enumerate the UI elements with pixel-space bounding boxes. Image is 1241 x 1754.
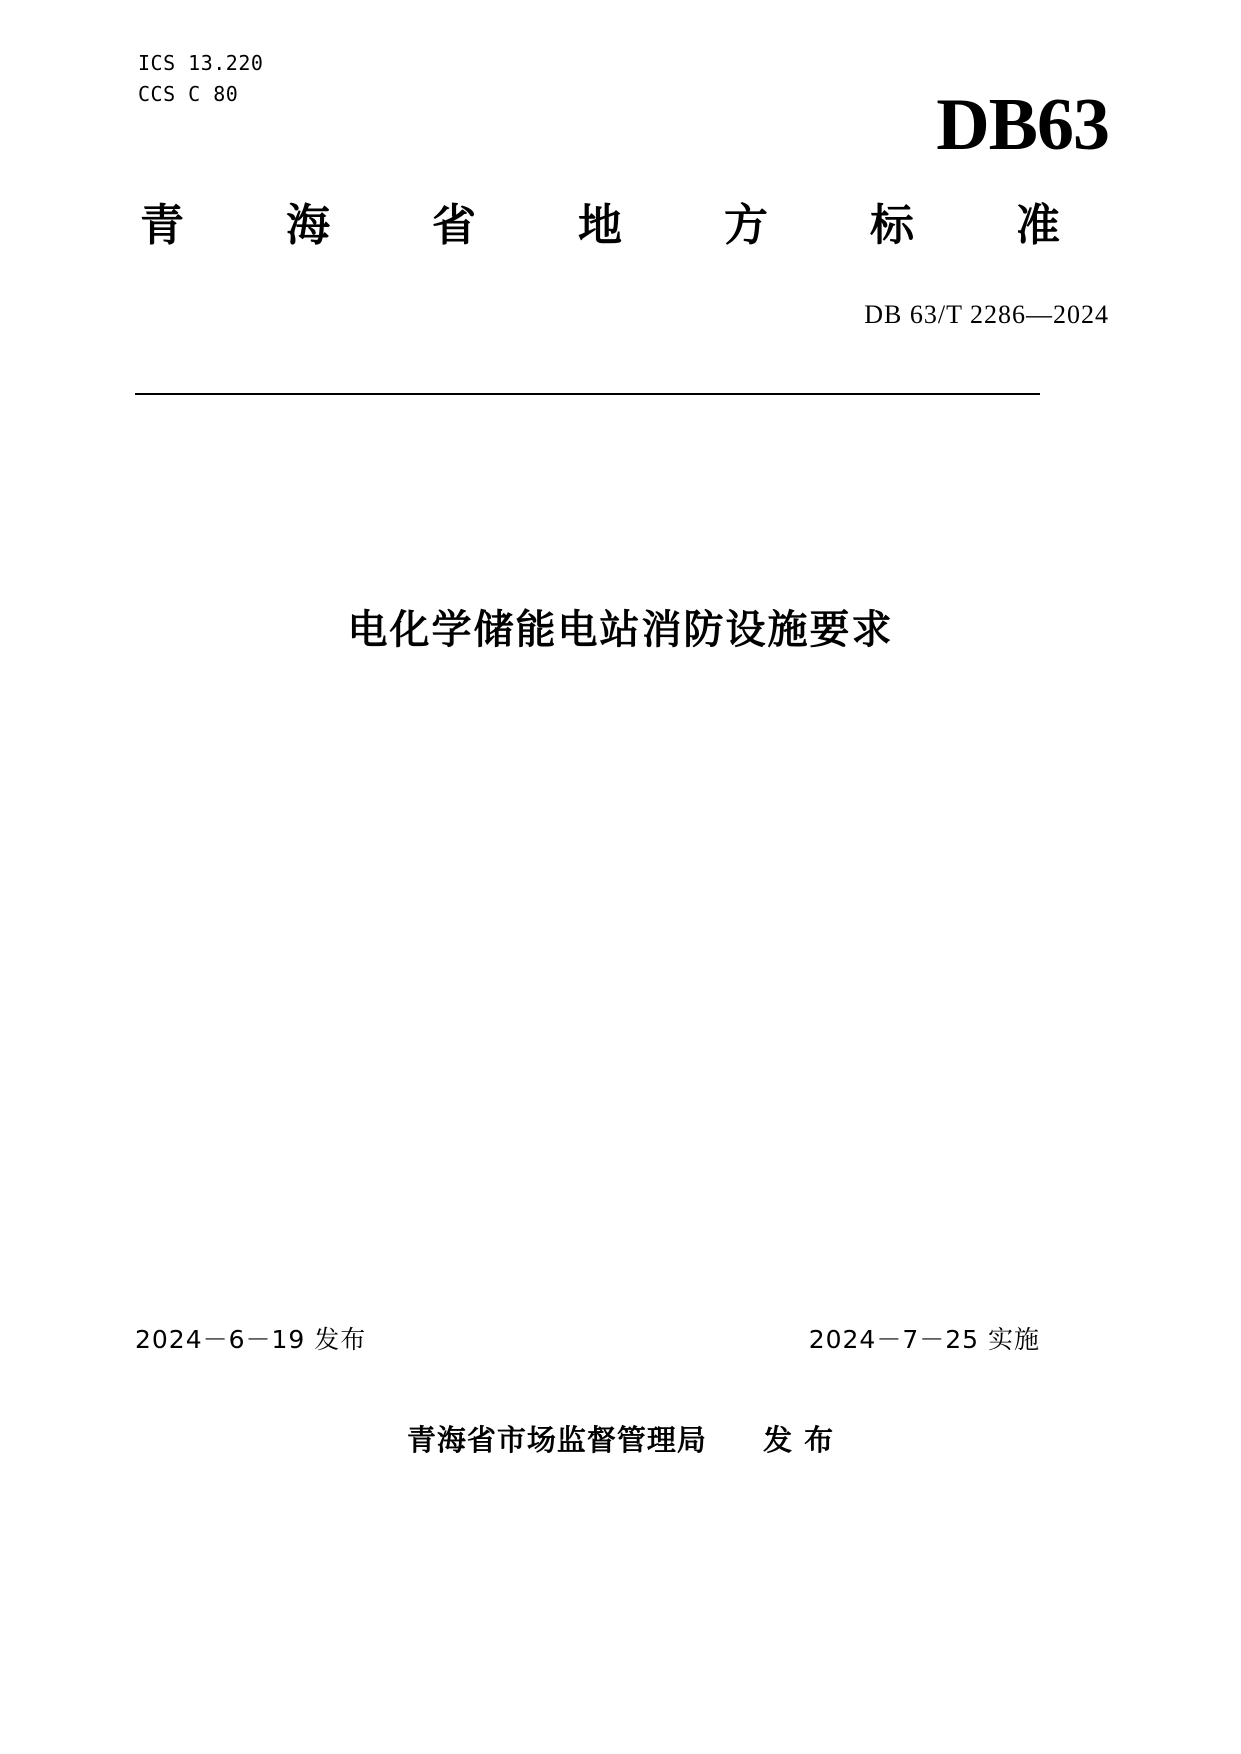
header-divider <box>135 393 1040 395</box>
standard-type-char-3: 地 <box>578 200 622 251</box>
standard-type-char-4: 方 <box>724 200 768 251</box>
ccs-code: CCS C 80 <box>138 82 239 106</box>
effective-date: 2024－7－25 实施 <box>808 1325 1040 1354</box>
ics-code: ICS 13.220 <box>138 51 264 75</box>
classification-codes <box>138 48 263 110</box>
db63-logo: DB63 <box>936 84 1109 166</box>
standard-type-char-0: 青 <box>140 200 184 251</box>
standard-type-char-1: 海 <box>286 200 330 251</box>
document-title: 电化学储能电站消防设施要求 <box>347 607 894 653</box>
standard-type-heading <box>140 200 1060 253</box>
date-row <box>135 1320 1040 1356</box>
publisher-name: 青海省市场监督管理局 <box>406 1423 707 1457</box>
standard-type-char-6: 准 <box>1016 200 1060 251</box>
standard-type-char-5: 标 <box>870 200 914 251</box>
standard-number: DB 63/T 2286—2024 <box>864 300 1109 329</box>
publisher-suffix: 发 布 <box>763 1423 835 1457</box>
publisher-line <box>0 1418 1241 1459</box>
issue-date: 2024－6－19 发布 <box>135 1325 367 1354</box>
standard-type-char-2: 省 <box>432 200 476 251</box>
